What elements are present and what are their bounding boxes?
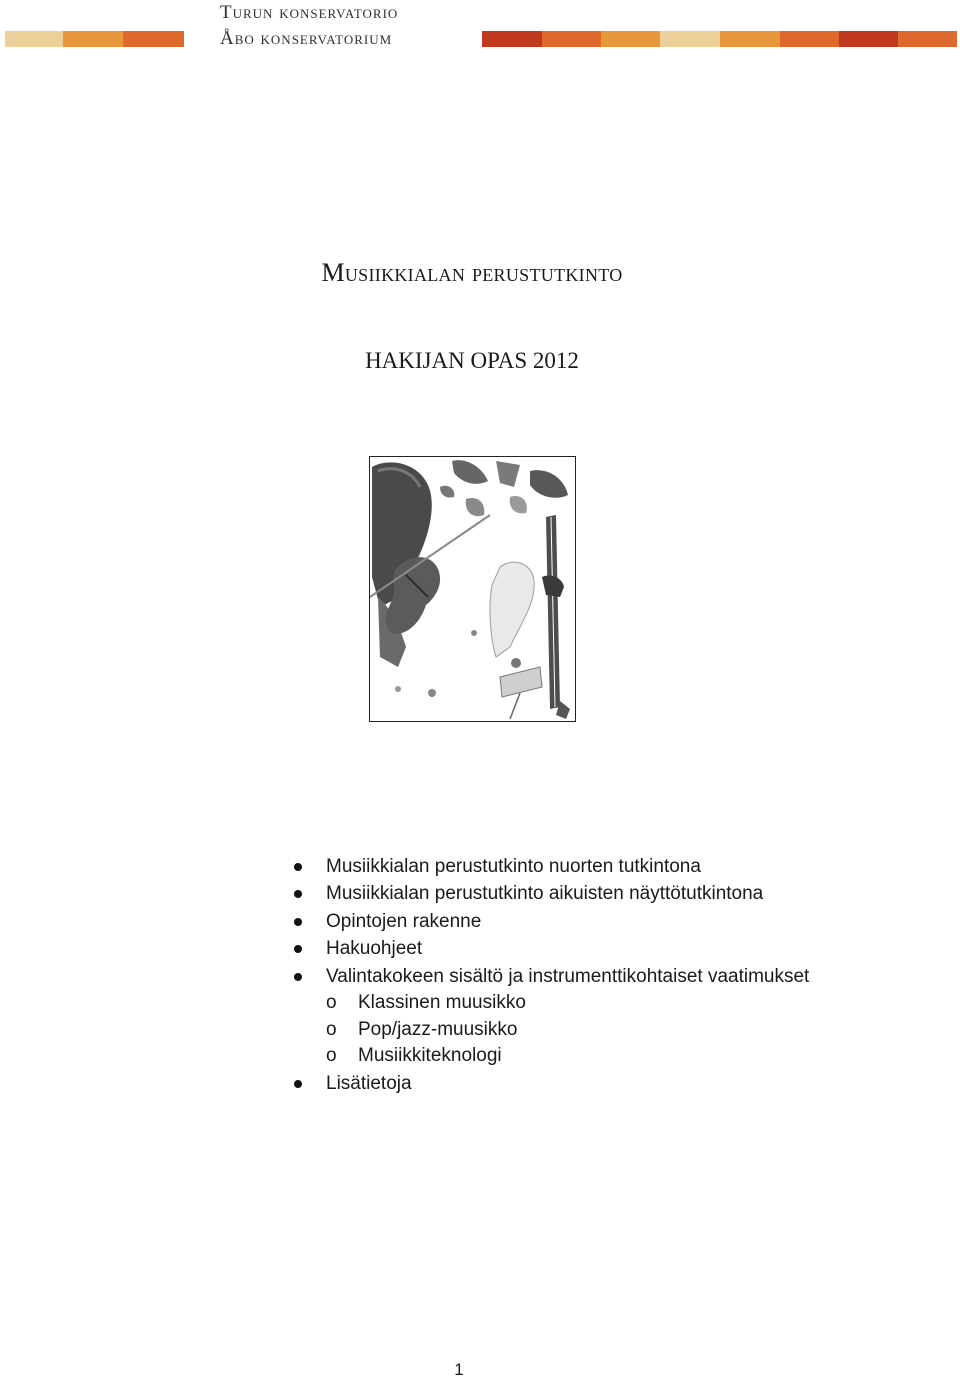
list-item — [0, 1071, 960, 1097]
header-bar-segment — [660, 31, 720, 47]
list-item-label: Valintakokeen sisältö ja instrumenttikohtaiset vaatimukset — [326, 966, 810, 987]
sub-list-item-label: Pop/jazz-muusikko — [358, 1019, 518, 1040]
sub-list-item-label: Musiikkiteknologi — [358, 1045, 502, 1066]
header-bar-segment — [720, 31, 780, 47]
page-number: 1 — [454, 1360, 464, 1379]
document-title: Musiikkialan perustutkinto — [321, 258, 623, 287]
list-item — [0, 909, 960, 935]
header-bar-segment — [123, 31, 184, 47]
list-item-label: Lisätietoja — [326, 1073, 412, 1094]
header-bar-segment — [839, 31, 898, 47]
header-bar-segment — [482, 31, 542, 47]
bullet-icon — [294, 918, 302, 926]
header-bar-segment — [780, 31, 839, 47]
sub-list-item — [0, 990, 960, 1016]
sub-bullet-icon: o — [326, 1045, 337, 1066]
sub-bullet-icon: o — [326, 992, 337, 1013]
list-item — [0, 936, 960, 962]
violin-cello-photo — [369, 456, 576, 722]
photo-illustration — [370, 457, 575, 721]
list-item-label: Musiikkialan perustutkinto aikuisten näyttötutkintona — [326, 883, 764, 904]
document-subtitle: HAKIJAN OPAS 2012 — [365, 348, 579, 373]
sub-list-item — [0, 1043, 960, 1069]
header-bar-segment — [601, 31, 660, 47]
bullet-icon — [294, 890, 302, 898]
sub-list-item-label: Klassinen muusikko — [358, 992, 526, 1013]
header-bar-segment — [898, 31, 957, 47]
list-item-label: Musiikkialan perustutkinto nuorten tutkintona — [326, 856, 701, 877]
bullet-icon — [294, 1080, 302, 1088]
list-item — [0, 964, 960, 990]
logo-line-swedish: Åbo konservatorium — [220, 28, 393, 49]
list-item-label: Opintojen rakenne — [326, 911, 482, 932]
bullet-icon — [294, 863, 302, 871]
header-bar-segment — [542, 31, 601, 47]
bullet-icon — [294, 945, 302, 953]
bullet-icon — [294, 973, 302, 981]
sub-bullet-icon: o — [326, 1019, 337, 1040]
sub-list-item — [0, 1017, 960, 1043]
logo-line-finnish: Turun konservatorio — [220, 2, 399, 23]
list-item — [0, 854, 960, 880]
list-item — [0, 881, 960, 907]
list-item-label: Hakuohjeet — [326, 938, 423, 959]
page-header — [0, 0, 960, 60]
header-bar-segment — [63, 31, 123, 47]
header-bar-segment — [5, 31, 63, 47]
